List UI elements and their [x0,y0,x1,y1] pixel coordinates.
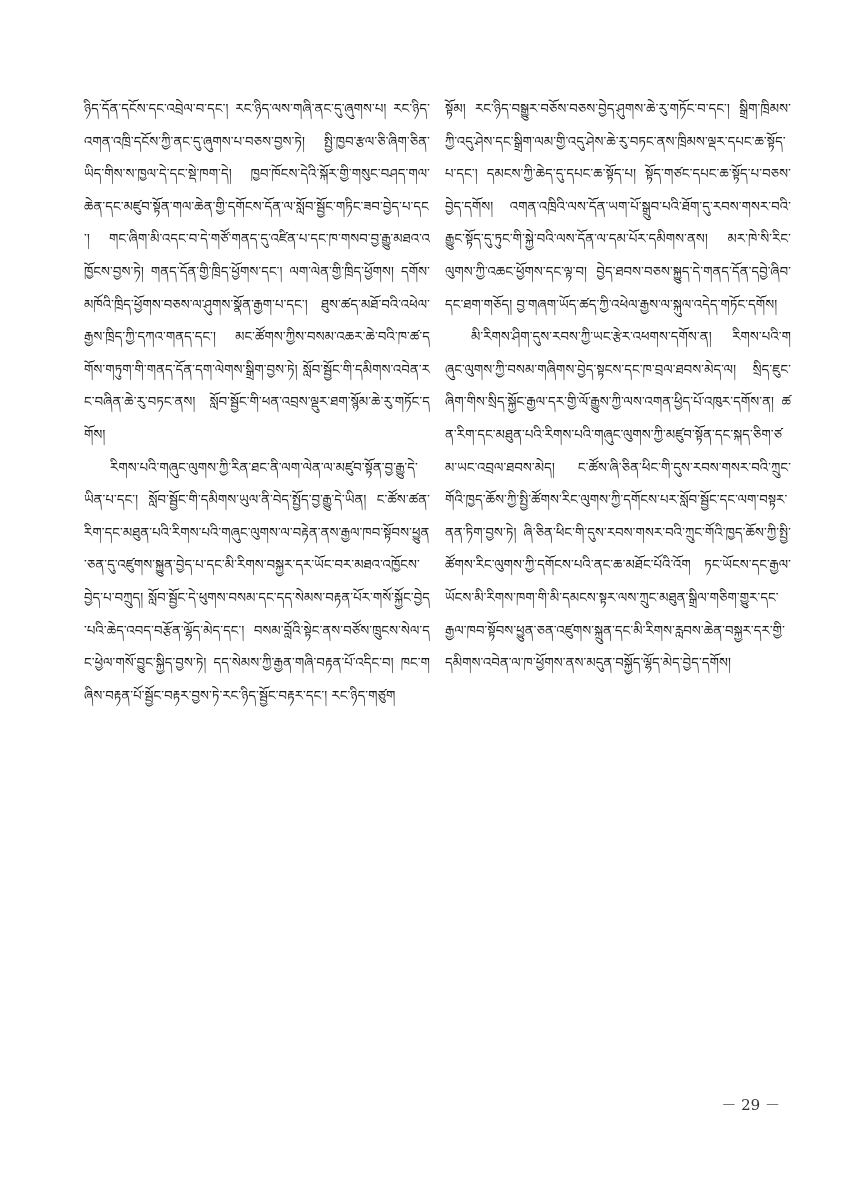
left-paragraph-2: རིགས་པའི་གཞུང་ལུགས་ཀྱི་རིན་ཐང་ནི་ལག་ལེན་ལ་མཛུབ་སྟོན་བྱ་རྒྱུ་དེ་ཡིན་པ་དང་། སློབ་སྦྱོང་གི་དམིགས་ཡུལ་ནི་བེད་སྤྱོད་བྱ་རྒྱུ་དེ་ཡིན། ང་ཚོས་ཚན་རིག་དང་མཐུན་པའི་རིགས་པའི་གཞུང་ལུགས་ལ་བརྟེན་ནས་རྒྱལ་ཁབ་སྟོབས་ཕྱུན་ཅན་དུ་འཛུགས་སྐྱུན་བྱེད་པ་དང་མི་རིགས་བསྐྱར་དར་ཡོང་བར་མཐའ་འཁྱོངས་བྱེད་པ་བཀྲུད། སློབ་སྦྱོང་དེ་ཕུགས་བསམ་དང་དད་སེམས་བརྟན་པོར་གསོ་སྐྱོང་བྱེད་པའི་ཆེད་འབད་བརྩོན་ལྷོད་མེད་དང་། བསམ་བློའི་སྟེང་ནས་བཙོས་ཁྲུངས་སེལ་དང་ཕྱེལ་གསོ་བྱུང་སྐྱིད་བྱས་ཏེ། དད་སེམས་ཀྱི་རྒྱན་གཞི་བརྟན་པོ་འདིང་བ། ཁང་གཞིས་བརྟན་པོ་སྦྱོང་བརྟར་བྱས་ཏེ་རང་ཉིད་སྦྱོང་བརྟར་དང་། རང་ཉིད་གཙུག [84,460,430,704]
right-paragraph-2: མི་རིགས་ཤིག་དུས་རབས་ཀྱི་ཡང་རྩེར་འཕགས་དགོས་ན། རིགས་པའི་གཞུང་ལུགས་ཀྱི་བསམ་གཞིགས་བྱེད་སྟངས་དང་ཁ་བྲལ་ཐབས་མེད་ལ། སྲིད་ཇུང་ཞིག་གིས་སྲིད་སྐྱོང་རྒྱལ་དར་གྱི་ལོ་རྒྱུས་ཀྱི་ལས་འགན་ཕྱིད་པོ་འཁུར་དགོས་ན། ཚན་རིག་དང་མཐུན་པའི་རིགས་པའི་གཞུང་ལུགས་ཀྱི་མཛུབ་སྟོན་དང་སྐད་ཅིག་ཙམ་ཡང་འབྲལ་ཐབས་མེད། ང་ཚོས་ཞི་ཅིན་ཕིང་གི་དུས་རབས་གསར་བའི་ཀྲུང་གོའི་ཁྱད་ཆོས་ཀྱི་སྤྱི་ཚོགས་རིང་ལུགས་ཀྱི་དགོངས་པར་སློབ་སྦྱོང་དང་ལག་བསྟར་ནན་ཏིག་བྱས་ཏེ། ཞི་ཅིན་ཕིང་གི་དུས་རབས་གསར་བའི་ཀྲུང་གོའི་ཁྱད་ཆོས་ཀྱི་སྤྱི་ཚོགས་རིང་ལུགས་ཀྱི་དགོངས་པའི་ནང་ཆ་མཐོང་པོའི་འོག ཏང་ཡོངས་དང་རྒྱལ་ཡོངས་མི་རིགས་ཁག་གི་མི་དམངས་སྟར་ལས་ཀྲུང་མཐུན་སྒྲིལ་གཅིག་གྱུར་དང་རྒྱལ་ཁབ་སྟོབས་ཕྱུན་ཅན་འཛུགས་སྐྲུན་དང་མི་རིགས་རླབས་ཆེན་བསྐྱར་དར་གྱི་དམིགས་འབེན་ལ་ཁ་ཕྱོགས་ནས་མདུན་བསྐྱོད་ལྷོད་མེད་བྱེད་དགོས། [445,330,791,672]
right-column [445,94,791,681]
left-paragraph-1: ཉིད་དོན་དངོས་དང་འབྲེལ་བ་དང་། རང་ཉིད་ལས་གཞི་ནང་དུ་ཞུགས་པ། རང་ཉིད་འགན་འཁྲི་དངོས་ཀྱི་ནང་དུ་ཞུགས་པ་བཅས་བྱས་ཏེ། སྤྱི་ཁྱབ་རྩལ་ཅི་ཞིག་ཅིན་ཡིད་གིས་ས་ཁྱལ་དེ་དང་སྡེ་ཁག་དེ། ཁྱབ་ཁོངས་དེའི་སྐོར་གྱི་གསུང་བཤད་གལ་ཆེན་དང་མཛུབ་སྟོན་གལ་ཆེན་གྱི་དགོངས་དོན་ལ་སློབ་སྦྱོང་གཏིང་ཟབ་བྱེད་པ་དང་། གང་ཞིག་མི་འདང་བ་དེ་གཙོ་གནད་དུ་འཛིན་པ་དང་ཁ་གསབ་བྱ་རྒྱུ་མཐའ་འཁྱོངས་བྱས་ཏེ། གནད་དོན་གྱི་ཁྲིད་ཕྱོགས་དང་། ལག་ལེན་གྱི་ཁྲིད་ཕྱོགས། དགོས་མཁོའི་ཁྲིད་ཕྱོགས་བཅས་ལ་ཤུགས་སྣོན་རྒྱག་པ་དང་། ཐུས་ཚད་མཐོ་བའི་འཕེལ་རྒྱས་ཁྲིད་ཀྱི་དཀའ་གནད་དང་། མང་ཚོགས་ཀྱིས་བསམ་འཆར་ཆེ་བའི་ཁ་ཚ་དགོས་གཏུག་གི་གནད་དོན་དག་ལེགས་སྒྲིག་བྱས་ཏེ། སློབ་སྦྱོང་གི་དམིགས་འབེན་རང་བཞིན་ཆེ་རུ་བཏང་ནས། སློབ་སྦྱོང་གི་ཕན་འབྲས་ལྡུར་ཐག་སྙོམ་ཆེ་རུ་གཏོང་དགོས། [84,102,430,443]
right-paragraph-1: སྟོམ། རང་ཉིད་བསྒྱུར་བཅོས་བཅས་བྱེད་ཤུགས་ཆེ་རུ་གཏོང་བ་དང་། སྒྲིག་ཁྲིམས་ཀྱི་འདུ་ཤེས་དང་སྒྲིག་ལམ་གྱི་འདུ་ཤེས་ཆེ་རུ་བཏང་ནས་ཁྲིམས་ལྡར་དཔང་ཆ་སྟོད་པ་དང་། དམངས་ཀྱི་ཆེད་དུ་དཔང་ཆ་སྟོད་པ། སྟོད་གཙང་དཔང་ཆ་སྟོད་པ་བཅས་བྱེད་དགོས། འགན་འཁྲིའི་ལས་དོན་ཡག་པོ་སྒྲུབ་པའི་ཐོག་དུ་རབས་གསར་བའི་རྒྱུང་སྟོད་དུ་ཏུང་གི་སྐྱེ་བའི་ལས་དོན་ལ་དམ་པོར་དམིགས་ནས། མར་ཁེ་སི་རིང་ལུགས་ཀྱི་འཆང་ཕྱོགས་དང་ལྟ་བ། བྱེད་ཐབས་བཅས་སྐྱུད་དེ་གནད་དོན་དབྱེ་ཞིབ་དང་ཐག་གཅོད། བྱ་གཞག་ཡོད་ཚད་ཀྱི་འཕེལ་རྒྱས་ལ་སྐུལ་འདེད་གཏོང་དགོས། [445,102,791,313]
page-number: － 29 － [721,1096,780,1114]
left-column [84,94,430,713]
